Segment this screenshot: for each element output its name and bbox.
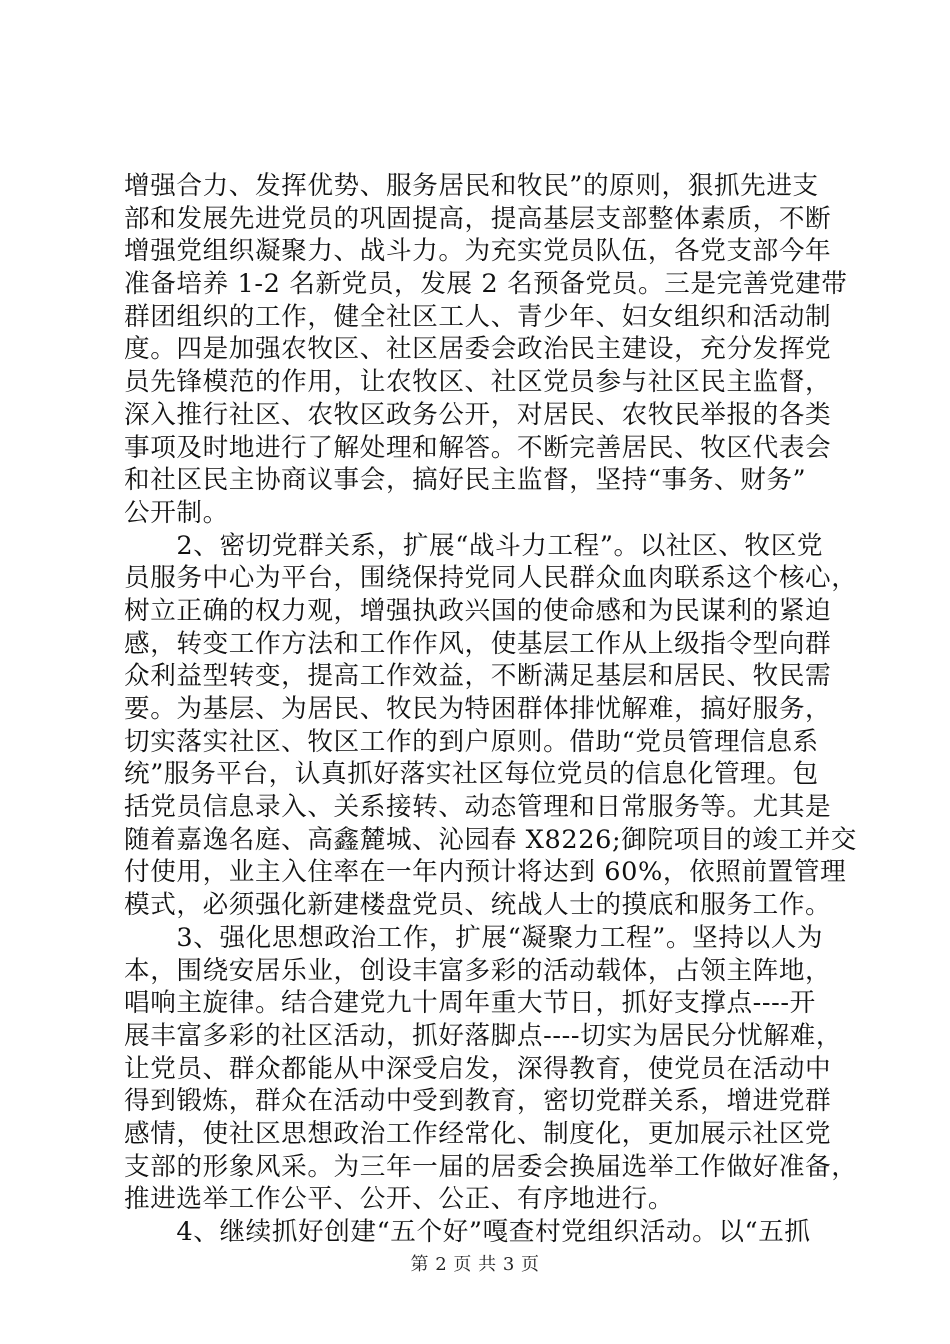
- text-line: 深入推行社区、农牧区政务公开，对居民、农牧民举报的各类: [124, 399, 832, 430]
- text-line: 和社区民主协商议事会，搞好民主监督，坚持“事务、财务”: [124, 465, 807, 496]
- text-line: 付使用，业主入住率在一年内预计将达到 60%，依照前置管理: [124, 857, 847, 888]
- paragraph-3-start: 3、强化思想政治工作，扩展“凝聚力工程”。坚持以人为: [124, 922, 824, 953]
- text-line: 切实落实社区、牧区工作的到户原则。借助“党员管理信息系: [124, 726, 819, 757]
- text-line: 度。四是加强农牧区、社区居委会政治民主建设，充分发挥党: [124, 334, 832, 365]
- text-line: 展丰富多彩的社区活动，抓好落脚点----切实为居民分忧解难，: [124, 1020, 843, 1051]
- text-line: 本，围绕安居乐业，创设丰富多彩的活动载体，占领主阵地，: [124, 955, 832, 986]
- text-line: 群团组织的工作，健全社区工人、青少年、妇女组织和活动制: [124, 301, 832, 332]
- text-line: 模式，必须强化新建楼盘党员、统战人士的摸底和服务工作。: [124, 890, 832, 921]
- text-line: 部和发展先进党员的巩固提高，提高基层支部整体素质，不断: [124, 203, 832, 234]
- text-line: 要。为基层、为居民、牧民为特困群体排忧解难，搞好服务，: [124, 694, 832, 724]
- text-line: 统”服务平台，认真抓好落实社区每位党员的信息化管理。包: [124, 759, 819, 790]
- text-line: 公开制。: [124, 497, 229, 528]
- text-line: 随着嘉逸名庭、高鑫麓城、沁园春 X8226;御院项目的竣工并交: [124, 824, 857, 855]
- text-line: 增强合力、发挥优势、服务居民和牧民”的原则，狠抓先进支: [124, 171, 819, 201]
- paragraph-4-start: 4、继续抓好创建“五个好”嘎查村党组织活动。以“五抓: [124, 1217, 811, 1247]
- text-line: 众利益型转变，提高工作效益，不断满足基层和居民、牧民需: [124, 661, 832, 692]
- paragraph-2-start: 2、密切党群关系，扩展“战斗力工程”。以社区、牧区党: [124, 530, 824, 561]
- text-line: 事项及时地进行了解处理和解答。不断完善居民、牧区代表会: [124, 432, 832, 463]
- text-line: 推进选举工作公平、公开、公正、有序地进行。: [124, 1184, 675, 1215]
- text-line: 支部的形象风采。为三年一届的居委会换届选举工作做好准备，: [124, 1151, 858, 1182]
- text-line: 树立正确的权力观，增强执政兴国的使命感和为民谋利的紧迫: [124, 595, 832, 626]
- text-line: 感情，使社区思想政治工作经常化、制度化，更加展示社区党: [124, 1118, 832, 1149]
- page-footer: [0, 1254, 950, 1276]
- page-number-label: 第 2 页 共 3 页: [410, 1254, 540, 1275]
- document-body: [124, 170, 858, 1249]
- text-line: 准备培养 1-2 名新党员，发展 2 名预备党员。三是完善党建带: [124, 269, 848, 300]
- text-line: 得到锻炼，群众在活动中受到教育，密切党群关系，增进党群: [124, 1086, 832, 1117]
- text-line: 唱响主旋律。结合建党九十周年重大节日，抓好支撑点----开: [124, 988, 816, 1019]
- text-line: 感，转变工作方法和工作作风，使基层工作从上级指令型向群: [124, 628, 832, 659]
- text-line: 员服务中心为平台，围绕保持党同人民群众血肉联系这个核心，: [124, 563, 858, 594]
- text-line: 增强党组织凝聚力、战斗力。为充实党员队伍，各党支部今年: [124, 236, 832, 267]
- text-line: 员先锋模范的作用，让农牧区、社区党员参与社区民主监督，: [124, 367, 832, 398]
- text-line: 让党员、群众都能从中深受启发，深得教育，使党员在活动中: [124, 1053, 832, 1084]
- text-line: 括党员信息录入、关系接转、动态管理和日常服务等。尤其是: [124, 792, 832, 823]
